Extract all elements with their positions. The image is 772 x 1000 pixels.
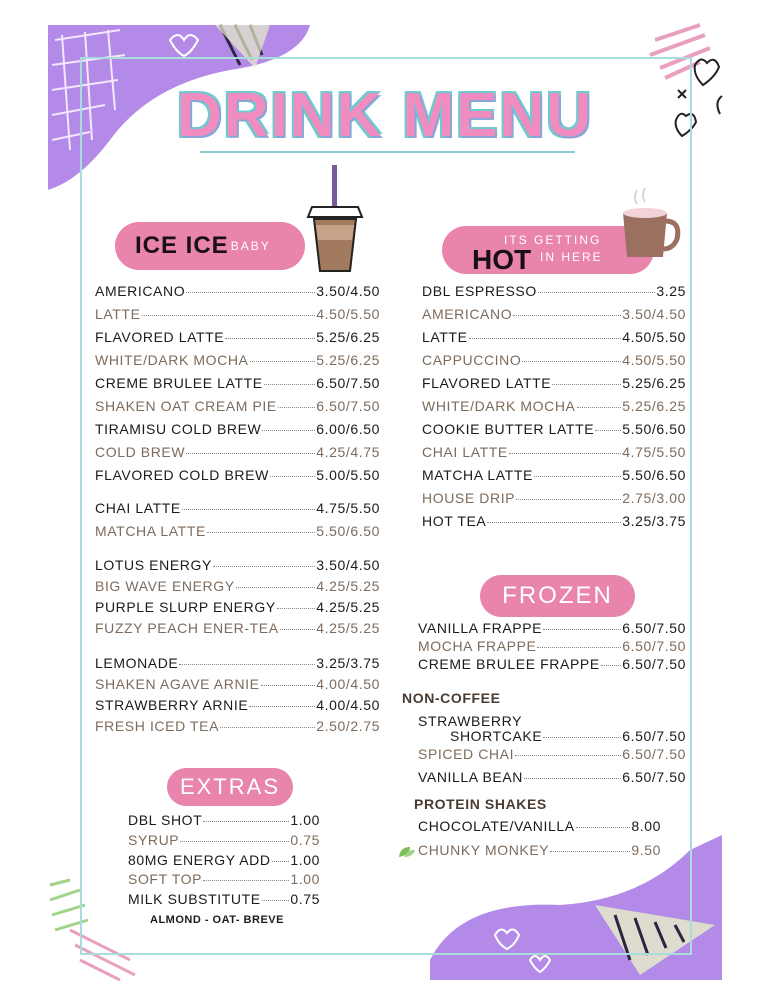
menu-item [95,352,380,375]
menu-item [422,421,686,444]
menu-item-name: CHUNKY MONKEY [418,842,550,858]
menu-item-name: FLAVORED LATTE [95,329,225,345]
menu-item [95,676,380,697]
ice-group-1 [95,500,380,546]
menu-item [95,467,380,490]
menu-item-price: 1.00 [290,851,320,868]
menu-item-name: WHITE/DARK MOCHA [422,398,576,414]
menu-item-name: COOKIE BUTTER LATTE [422,421,595,437]
menu-item-name: CAPPUCCINO [422,352,522,368]
protein-list [418,818,661,866]
dotted-leader [524,778,621,779]
menu-item-name: CHAI LATTE [422,444,508,460]
menu-item [422,329,686,352]
dotted-leader [270,476,315,477]
menu-item-name: CREME BRULEE FRAPPE [418,656,600,672]
dotted-leader [277,608,315,609]
menu-item [418,746,686,769]
dotted-leader [513,315,621,316]
dotted-leader [261,685,316,686]
menu-item-name: FLAVORED COLD BREW [95,467,269,483]
menu-item-price: 6.50/7.50 [622,638,686,654]
dotted-leader [280,629,316,630]
dotted-leader [142,315,316,316]
dotted-leader [179,664,315,665]
dotted-leader [249,706,315,707]
menu-item-name: VANILLA FRAPPE [418,620,543,636]
menu-item [95,718,380,739]
protein-shakes-heading: PROTEIN SHAKES [414,796,547,812]
menu-item-price: 2.50/2.75 [316,718,380,734]
dotted-leader [509,453,621,454]
menu-item-price: 5.00/5.50 [316,467,380,483]
menu-item-price: 3.50/4.50 [316,557,380,573]
menu-item-price: 6.50/7.50 [622,656,686,672]
menu-item-price: 6.50/7.50 [622,769,686,785]
non-coffee-list [418,746,686,792]
menu-item-price: 6.50/7.50 [622,620,686,636]
menu-item-name: CREME BRULEE LATTE [95,375,263,391]
page-title: DRINK MENU [176,81,594,150]
dotted-leader [207,532,315,533]
menu-item [422,490,686,513]
menu-item-name: STRAWBERRY [418,713,523,729]
menu-item-price: 4.50/5.50 [316,306,380,322]
menu-item-name: SYRUP [128,831,180,848]
menu-item-price: 6.50/7.50 [622,746,686,762]
menu-item [95,523,380,546]
menu-item [95,329,380,352]
menu-item-price: 4.25/4.75 [316,444,380,460]
dotted-leader [250,361,316,362]
menu-item-price: 4.00/4.50 [316,697,380,713]
menu-item-name: FRESH ICED TEA [95,718,220,734]
dotted-leader [213,566,315,567]
menu-item-name: STRAWBERRY ARNIE [95,697,249,713]
menu-item-name: DBL ESPRESSO [422,283,537,299]
menu-item [128,891,320,911]
dotted-leader [576,827,631,828]
milk-options-note: ALMOND - OAT- BREVE [150,914,284,926]
dotted-leader [262,430,315,431]
menu-item-price: 4.75/5.50 [316,500,380,516]
frozen-list [418,620,686,674]
menu-item [95,306,380,329]
menu-item-name: HOT TEA [422,513,487,529]
iced-coffee-icon [300,165,370,275]
leaf-icon [398,845,416,859]
hot-list [422,283,686,536]
menu-item-name: LOTUS ENERGY [95,557,212,573]
dotted-leader [550,851,630,852]
dotted-leader [515,755,621,756]
menu-item-name: SPICED CHAI [418,746,515,762]
menu-item-price: 6.00/6.50 [316,421,380,437]
menu-item-name: MOCHA FRAPPE [418,638,537,654]
menu-item [95,421,380,444]
menu-item [422,398,686,421]
dotted-leader [595,430,621,431]
dotted-leader [538,292,656,293]
menu-item-name: FUZZY PEACH ENER-TEA [95,620,279,636]
menu-item [128,852,320,872]
menu-item-price: 1.00 [290,871,320,888]
non-coffee-heading: NON-COFFEE [402,690,501,706]
menu-item-price: 6.50/7.50 [316,398,380,414]
menu-item-price: 5.25/6.25 [622,375,686,391]
menu-item-name: CHOCOLATE/VANILLA [418,818,575,834]
dotted-leader [264,384,316,385]
hot-badge-main: HOT [472,244,532,275]
menu-item-price: 4.25/5.25 [316,620,380,636]
menu-item-price: 6.50/7.50 [622,728,686,744]
menu-item-price: 9.50 [631,842,661,858]
dotted-leader [180,841,289,842]
menu-item-price: 1.00 [290,812,320,828]
menu-item-name: SHAKEN OAT CREAM PIE [95,398,277,414]
menu-item [95,599,380,620]
ice-section-badge [115,222,305,270]
dotted-leader [182,509,315,510]
dotted-leader [552,384,621,385]
menu-item-name: HOUSE DRIP [422,490,516,506]
menu-item [422,283,686,306]
menu-item-name: LATTE [422,329,468,345]
menu-item [95,655,380,676]
menu-item-price: 4.50/5.50 [622,329,686,345]
menu-item-price: 5.50/6.50 [622,467,686,483]
menu-item-price: 5.25/6.25 [622,398,686,414]
menu-item [128,871,320,891]
menu-item [422,513,686,536]
menu-item-name: SOFT TOP [128,871,203,888]
menu-item [95,500,380,523]
dotted-leader [262,900,290,901]
menu-item [418,818,661,842]
ice-badge-small: BABY [230,239,271,253]
menu-item-price: 5.25/6.25 [316,352,380,368]
dotted-leader [220,727,315,728]
menu-item-price: 3.50/4.50 [622,306,686,322]
extras-section-badge: EXTRAS [167,768,293,806]
menu-item-name: FLAVORED LATTE [422,375,552,391]
dotted-leader [236,587,316,588]
menu-item-price: 3.25 [656,283,686,299]
menu-item-price: 4.00/4.50 [316,676,380,692]
dotted-leader [487,522,621,523]
menu-item [422,467,686,490]
menu-item [95,375,380,398]
ice-badge-main: ICE ICE [135,232,229,259]
dotted-leader [522,361,621,362]
dotted-leader [278,407,315,408]
dotted-leader [601,665,621,666]
menu-item-price: 2.75/3.00 [622,490,686,506]
menu-item [95,398,380,421]
menu-item [418,842,661,866]
menu-item-name: WHITE/DARK MOCHA [95,352,249,368]
menu-item [95,697,380,718]
menu-item-name: 80MG ENERGY ADD [128,851,271,868]
menu-item [95,620,380,641]
extras-list [128,812,320,911]
menu-item-price: 6.50/7.50 [316,375,380,391]
menu-item-name: CHAI LATTE [95,500,181,516]
menu-item-name: MATCHA LATTE [95,523,206,539]
dotted-leader [186,292,315,293]
menu-item-price: 0.75 [290,831,320,848]
menu-item-price: 4.75/5.50 [622,444,686,460]
ice-group-0 [95,283,380,490]
hot-coffee-mug-icon [615,185,685,265]
menu-item-name: DBL SHOT [128,812,203,828]
menu-item-price: 0.75 [290,891,320,908]
menu-item-price: 5.50/6.50 [622,421,686,437]
menu-item-price: 3.50/4.50 [316,283,380,299]
dotted-leader [543,737,621,738]
ice-group-2 [95,557,380,641]
menu-item-name: AMERICANO [95,283,186,299]
menu-item-name: PURPLE SLURP ENERGY [95,599,276,615]
dotted-leader [203,821,289,822]
menu-item-price: 5.25/6.25 [316,329,380,345]
dotted-leader [543,629,621,630]
menu-item [95,578,380,599]
title-divider [200,151,575,153]
menu-item [95,283,380,306]
menu-item-name: AMERICANO [422,306,513,322]
menu-item-name: SHORTCAKE [450,728,543,744]
menu-item-price: 3.25/3.75 [316,655,380,671]
hot-badge-bottom: IN HERE [540,250,603,264]
menu-item [128,812,320,832]
menu-item-name: LEMONADE [95,655,179,671]
menu-item-price: 5.50/6.50 [316,523,380,539]
menu-item [418,638,686,656]
dotted-leader [516,499,621,500]
dotted-leader [186,453,315,454]
menu-item [422,352,686,375]
dotted-leader [469,338,622,339]
menu-item [450,728,686,744]
menu-item-name: TIRAMISU COLD BREW [95,421,262,437]
dotted-leader [577,407,622,408]
menu-item-price: 8.00 [631,818,661,834]
menu-item-name: LATTE [95,306,141,322]
dotted-leader [225,338,315,339]
menu-item-name: VANILLA BEAN [418,769,523,785]
ice-group-3 [95,655,380,739]
frozen-section-badge: FROZEN [480,575,635,617]
dotted-leader [534,476,621,477]
menu-item-price: 4.25/5.25 [316,599,380,615]
menu-item-price: 3.25/3.75 [622,513,686,529]
menu-item-name: SHAKEN AGAVE ARNIE [95,676,260,692]
menu-item [422,375,686,398]
dotted-leader [203,880,289,881]
dotted-leader [537,647,621,648]
menu-item-name: MILK SUBSTITUTE [128,891,261,908]
menu-item-name: COLD BREW [95,444,186,460]
menu-item [128,832,320,852]
menu-item [418,620,686,638]
menu-item [422,306,686,329]
menu-item [422,444,686,467]
dotted-leader [272,861,290,862]
menu-item-name: MATCHA LATTE [422,467,533,483]
hot-badge-top: ITS GETTING [504,233,602,247]
menu-item-price: 4.25/5.25 [316,578,380,594]
menu-item [418,656,686,674]
menu-item [95,557,380,578]
menu-item [95,444,380,467]
menu-item-name: BIG WAVE ENERGY [95,578,235,594]
menu-item [418,769,686,792]
menu-item-price: 4.50/5.50 [622,352,686,368]
